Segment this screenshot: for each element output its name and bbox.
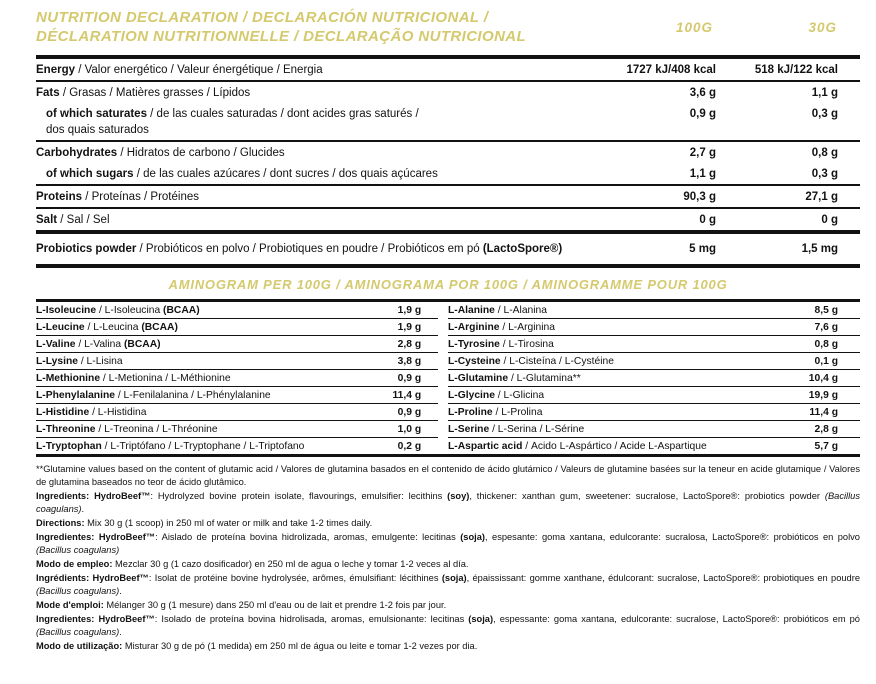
aminogram-row [36,404,438,421]
text-segment: / L-Leucina [84,321,142,333]
text-segment: Mélanger 30 g (1 mesure) dans 250 ml d'eau ou de lait et prendre 1-2 fois par jour. [106,600,447,610]
amino-acid-label [36,356,398,367]
value-per-100g: 1727 kJ/408 kcal [626,64,716,76]
amino-acid-value: 8,5 g [814,304,838,316]
amino-acid-value: 1,9 g [397,321,422,333]
nutrition-row [36,163,860,186]
text-segment: L-Methionine [36,372,101,384]
amino-acid-value: 2,8 g [397,338,422,350]
text-segment: L-Glutamine [448,372,509,384]
nutrient-label [36,106,598,138]
text-segment: Probiotics powder [36,243,137,255]
text-segment: / L-Isoleucina [96,304,164,316]
footer-paragraph [36,613,860,639]
text-segment: / Sal / Sel [57,214,110,226]
text-segment: (BCAA) [123,338,161,350]
text-segment: / L-Prolina [492,406,543,418]
text-segment: . [81,504,85,514]
text-segment: L-Serine [448,423,490,435]
aminogram-row [448,387,860,404]
aminogram-table [36,299,860,457]
text-segment: (Bacillus coagulans) [36,586,120,596]
footer-paragraph [36,572,860,598]
text-segment: L-Valine [36,338,76,350]
aminogram-row [448,404,860,421]
text-segment: (BCAA) [163,304,200,316]
amino-acid-value: 11,4 g [392,389,422,401]
text-segment: (Bacillus coagulans) [36,545,120,555]
text-segment: / Proteínas / Protéines [82,191,199,203]
nutrient-label [36,241,598,257]
text-segment: : Aislado de proteína bovina hidrolizada, aromas, emulgente: lecitinas [155,532,461,542]
amino-acid-label [448,390,809,401]
nutrition-row [36,186,860,209]
text-segment: / L-Arginina [499,321,556,333]
text-segment: / L-Serina / L-Sérine [489,423,585,435]
text-segment: Mode d'emploi: [36,600,107,610]
text-segment: of which sugars [46,168,134,180]
nutrient-label [36,189,598,205]
aminogram-row [36,336,438,353]
value-per-100g: 0,9 g [689,108,716,120]
text-segment: , épaississant: gomme xanthane, édulcorant: sucralose, LactoSpore®: probiotiques en poudre [466,573,860,583]
text-segment: / L-Tirosina [499,338,554,350]
text-segment: HydroBeef™ [98,532,156,542]
footer-paragraph [36,517,860,530]
value-per-100g: 5 mg [689,243,716,255]
amino-acid-label [448,441,815,452]
text-segment: L-Lysine [36,355,78,367]
text-segment: dos quais saturados [46,124,149,136]
nutrition-row [36,103,860,142]
text-segment: . [119,627,122,637]
title-line-1: NUTRITION DECLARATION / DECLARACIÓN NUTRICIONAL / [36,9,489,26]
value-per-30g: 1,1 g [811,87,838,99]
amino-acid-label [36,407,398,418]
text-segment: : Hydrolyzed bovine protein isolate, flavourings, emulsifier: lecithins [150,491,448,501]
nutrition-row [36,59,860,82]
column-header-30g: 30G [808,19,837,35]
aminogram-row [448,336,860,353]
footer-paragraph [36,531,860,557]
nutrient-label [36,166,598,182]
text-segment: **Glutamine values based on the content of glutamic acid / Valores de glutamina basados en el contenido de ácido glutámico / Valeurs de glutamine basées sur la teneur en acide glutamique / Valores de glutamina baseados no teor de ácido glutâmico. [36,464,860,487]
amino-acid-value: 2,8 g [814,423,838,435]
text-segment: / Grasas / Matières grasses / Lípidos [59,87,251,99]
text-segment: Mezclar 30 g (1 cazo dosificador) en 250 ml de agua o leche y tomar 1-2 veces al día. [115,559,469,569]
header [36,8,860,46]
text-segment: (BCAA) [141,321,178,333]
aminogram-row [448,370,860,387]
amino-acid-value: 0,9 g [397,406,422,418]
text-segment: L-Alanine [448,304,495,316]
text-segment: / L-Alanina [494,304,548,316]
text-segment: / de las cuales saturadas / dont acides gras saturés / [146,108,419,120]
aminogram-row [448,353,860,370]
text-segment: L-Aspartic acid [448,440,523,452]
amino-acid-label [448,407,809,418]
text-segment: L-Histidine [36,406,90,418]
text-segment: L-Arginine [448,321,500,333]
aminogram-row [448,438,860,454]
text-segment: L-Phenylalanine [36,389,115,401]
page-title [36,8,598,46]
text-segment: (Bacillus coagulans) [36,627,120,637]
aminogram-row [448,421,860,438]
text-segment: Directions: [36,518,88,528]
text-segment: HydroBeef™ [98,614,155,624]
text-segment: / L-Triptófano / L-Tryptophane / L-Triptofano [101,440,305,452]
text-segment: HydroBeef™ [94,491,151,501]
text-segment: / L-Fenilalanina / L-Phénylalanine [114,389,271,401]
aminogram-row [36,438,438,454]
aminogram-right-column [448,302,860,454]
amino-acid-label [448,373,809,384]
amino-acid-value: 1,0 g [397,423,422,435]
text-segment: Energy [36,64,75,76]
amino-acid-label [448,322,815,333]
text-segment: of which saturates [46,108,147,120]
text-segment: (soja) [441,573,467,583]
text-segment: L-Tyrosine [448,338,500,350]
text-segment: Ingredients: [36,491,95,501]
amino-acid-label [448,356,815,367]
text-segment: (soy) [447,491,470,501]
text-segment: / L-Glicina [494,389,545,401]
amino-acid-value: 19,9 g [808,389,838,401]
nutrient-label [36,62,598,78]
text-segment: / L-Histidina [89,406,147,418]
nutrition-row [36,142,860,163]
text-segment: (soja) [468,614,494,624]
amino-acid-label [36,373,398,384]
amino-acid-value: 7,6 g [814,321,838,333]
amino-acid-label [448,305,815,316]
amino-acid-label [36,390,392,401]
aminogram-row [36,302,438,319]
amino-acid-label [36,339,398,350]
text-segment: Proteins [36,191,83,203]
amino-acid-label [36,322,398,333]
text-segment: L-Cysteine [448,355,501,367]
column-header-100g: 100G [675,19,713,35]
text-segment: Carbohydrates [36,147,118,159]
nutrition-table [36,55,860,268]
amino-acid-value: 11,4 g [809,406,838,418]
nutrition-row [36,209,860,234]
aminogram-row [36,387,438,404]
footer-paragraph [36,490,860,516]
value-per-30g: 0,3 g [811,108,838,120]
text-segment: / Hidratos de carbono / Glucides [117,147,285,159]
text-segment: L-Glycine [448,389,495,401]
amino-acid-value: 5,7 g [814,440,838,452]
text-segment: / L-Valina [75,338,124,350]
nutrition-row [36,234,860,268]
footer-paragraph [36,558,860,571]
amino-acid-label [36,441,398,452]
text-segment: , espessante: goma xantana, edulcorante: sucralose, LactoSpore®: probióticos em pó [493,614,860,624]
amino-acid-label [36,424,398,435]
value-per-30g: 27,1 g [805,191,838,203]
value-per-30g: 0 g [821,214,838,226]
text-segment: : Isolat de protéine bovine hydrolysée, arômes, émulsifiant: lécithines [148,573,442,583]
amino-acid-value: 0,8 g [814,338,838,350]
text-segment: / de las cuales azúcares / dont sucres / dos quais açúcares [133,168,438,180]
text-segment: / L-Cisteína / L-Cystéine [500,355,614,367]
text-segment: Ingredientes: [36,532,99,542]
text-segment: (LactoSpore®) [482,243,563,255]
text-segment: / Ácido L-Aspártico / Acide L-Aspartique [522,440,707,452]
value-per-100g: 90,3 g [683,191,716,203]
text-segment: Mix 30 g (1 scoop) in 250 ml of water or milk and take 1-2 times daily. [87,518,373,528]
aminogram-title: AMINOGRAM PER 100G / AMINOGRAMA POR 100G / AMINOGRAMME POUR 100G [168,277,728,292]
text-segment: : Isolado de proteína bovina hidrolisada, aromas, emulsionante: lecitinas [154,614,469,624]
amino-acid-value: 1,9 g [397,304,422,316]
value-per-100g: 3,6 g [689,87,716,99]
text-segment: Modo de empleo: [36,559,116,569]
aminogram-row [36,319,438,336]
aminogram-row [36,421,438,438]
nutrient-label [36,85,598,101]
amino-acid-label [36,305,398,316]
nutrient-label [36,145,598,161]
text-segment: Fats [36,87,60,99]
aminogram-row [448,302,860,319]
footer-paragraph [36,640,860,653]
text-segment: / Valor energético / Valeur énergétique / Energia [75,64,323,76]
text-segment: (Bacillus coagulans) [36,491,860,514]
text-segment: L-Isoleucine [36,304,97,316]
aminogram-row [36,370,438,387]
text-segment: Salt [36,214,58,226]
value-per-30g: 518 kJ/122 kcal [754,64,838,76]
value-per-100g: 2,7 g [689,147,716,159]
value-per-100g: 1,1 g [689,168,716,180]
footer-paragraph [36,463,860,489]
amino-acid-value: 0,2 g [397,440,422,452]
text-segment: / L-Lisina [77,355,123,367]
value-per-30g: 0,8 g [811,147,838,159]
text-segment: L-Leucine [36,321,85,333]
text-segment: , thickener: xanthan gum, sweetener: sucralose, LactoSpore®: probiotics powder [469,491,825,501]
text-segment: , espesante: goma xantana, edulcorante: sucralosa, LactoSpore®: probióticos en polvo [485,532,860,542]
amino-acid-value: 3,8 g [397,355,422,367]
amino-acid-value: 0,9 g [397,372,422,384]
text-segment: Modo de utilização: [36,641,125,651]
text-segment: L-Tryptophan [36,440,102,452]
title-line-2: DÉCLARATION NUTRITIONNELLE / DECLARAÇÃO NUTRICIONAL [36,28,527,45]
text-segment: / L-Metionina / L-Méthionine [100,372,231,384]
amino-acid-value: 0,1 g [814,355,838,367]
text-segment: L-Proline [448,406,493,418]
nutrition-row [36,82,860,103]
text-segment: / Probióticos en polvo / Probiotiques en poudre / Probióticos em pó [136,243,483,255]
text-segment: . [119,586,122,596]
aminogram-row [448,319,860,336]
text-segment: L-Threonine [36,423,96,435]
value-per-30g: 1,5 mg [801,243,838,255]
amino-acid-value: 10,4 g [808,372,838,384]
text-segment: / L-Glutamina** [508,372,581,384]
text-segment: Misturar 30 g de pó (1 medida) em 250 ml de água ou leite e tomar 1-2 vezes por dia. [124,641,478,651]
footer-paragraph [36,599,860,612]
text-segment: (soja) [460,532,485,542]
aminogram-left-column [36,302,438,454]
value-per-30g: 0,3 g [811,168,838,180]
text-segment: Ingrédients: [36,573,93,583]
text-segment: HydroBeef™ [92,573,149,583]
value-per-100g: 0 g [699,214,716,226]
text-segment: / L-Treonina / L-Thréonine [95,423,218,435]
amino-acid-label [448,339,815,350]
aminogram-row [36,353,438,370]
amino-acid-label [448,424,815,435]
text-segment: Ingredientes: [36,614,99,624]
footer-text [36,463,860,653]
nutrient-label [36,212,598,228]
